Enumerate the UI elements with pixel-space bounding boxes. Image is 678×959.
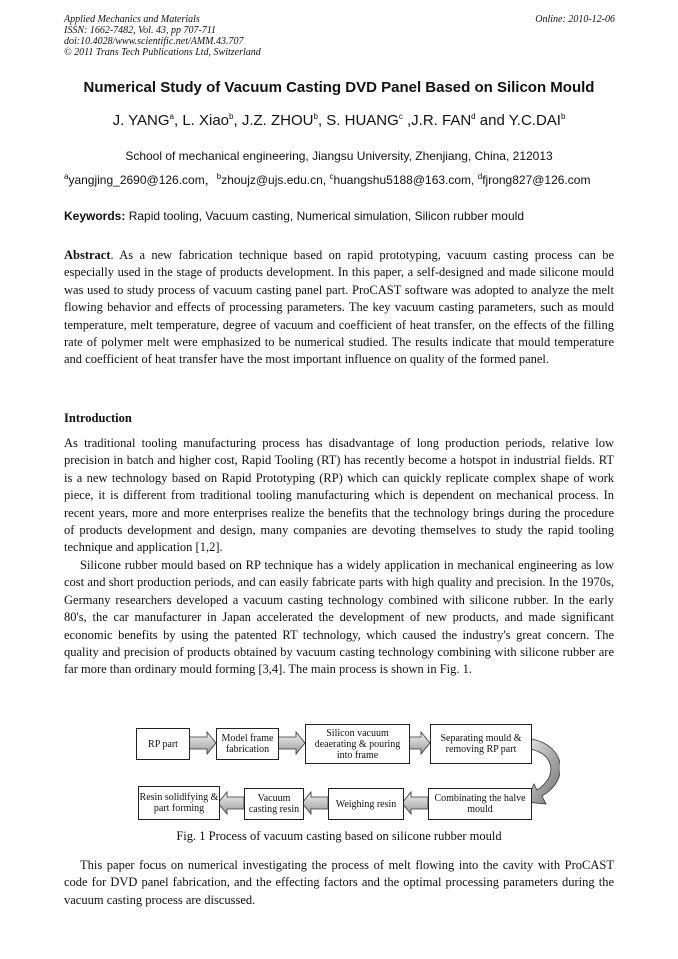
figure-caption: Fig. 1 Process of vacuum casting based on silicone rubber mould [176,829,502,843]
intro-paragraph-1: As traditional tooling manufacturing process has disadvantage of long production periods, relative low precision in batch and higher cost, Rapid Tooling (RT) has recently become a hotspot in industrial fields. RT is a new technology based on Rapid Prototyping (RP) which can quickly replicate complex shape of work piece, it is different from traditional tooling manufacturing which is dependent on mechanical process. In recent years, more and more enterprises realize the benefits that the technology brings during the procedure of products development and design, many companies are devoting themselves to study the rapid tooling technique and application [1,2]. [64,436,614,555]
author-sup: c [398,112,403,121]
email-sup: a [64,172,69,181]
right-arrow [188,732,216,754]
abstract-label: Abstract [64,248,111,262]
author-sep: , [317,112,327,129]
author-sup: d [471,112,476,121]
left-arrow [302,792,328,814]
step-vacuum-casting: Vacuum casting resin [244,788,304,820]
step-resin-solidifying: Resin solidifying & part forming [138,786,220,820]
online-date: Online: 2010-12-06 [535,14,615,25]
intro-paragraph-2: Silicone rubber mould based on RP technique has a widely application in mechanical engineering as low cost and short production periods, and can easily fabricate parts with high quality and precision. In the 1970s, Germany researchers developed a vacuum casting technology combined with silicone rubber. In the early 80's, the car manufacturer in Japan accelerated the development of new products, and made significant economic benefits by using the patented RT technology, which caused the industry's great concern. The quality and precision of products obtained by vacuum casting technology combining with silicone rubber are far more than ordinary mould forming [3,4]. The main process is shown in Fig. 1. [64,558,614,677]
keywords-text: Rapid tooling, Vacuum casting, Numerical simulation, Silicon rubber mould [125,209,524,223]
left-arrow [402,792,428,814]
doi-line: doi:10.4028/www.scientific.net/AMM.43.707 [64,36,244,47]
email-list [64,171,590,188]
author-name: J.Z. ZHOU [241,112,314,129]
step-model-frame: Model frame fabrication [216,728,279,760]
author-name: J. YANG [112,112,170,129]
author-name: J.R. FAN [411,112,472,129]
keywords-label: Keywords: [64,209,126,223]
paper-title: Numerical Study of Vacuum Casting DVD Panel Based on Silicon Mould [83,79,595,96]
author-name: S. HUANG [326,112,399,129]
process-flowchart [130,718,560,824]
author-sup: b [560,112,566,121]
right-arrow [277,732,305,754]
author-list [0,112,678,129]
journal-header [64,14,261,58]
step-separating-mould: Separating mould & removing RP part [430,724,532,764]
email-address: huangshu5188@163.com, [333,173,478,187]
step-silicon-vacuum: Silicon vacuum deaerating & pouring into frame [305,724,410,764]
right-arrow [408,732,430,754]
author-name: Y.C.DAI [508,112,561,129]
step-rp-part: RP part [136,728,190,760]
journal-name: Applied Mechanics and Materials [64,14,200,25]
author-sup: b [313,112,318,121]
issn-line: ISSN: 1662-7482, Vol. 43, pp 707-711 [64,25,217,36]
author-sep: , [173,112,183,129]
left-arrow [218,792,244,814]
email-sup: d [477,172,483,181]
affiliation: School of mechanical engineering, Jiangsu University, Zhenjiang, China, 212013 [125,149,553,163]
author-sup: a [169,112,174,121]
email-sup: b [216,172,222,181]
email-address: yangjing_2690@126.com， [68,173,217,187]
email-address: fjrong827@126.com [482,173,591,187]
copyright-line: © 2011 Trans Tech Publications Ltd, Switzerland [64,47,261,58]
abstract-text: . As a new fabrication technique based on rapid prototyping, vacuum casting process can be especially used in the stage of products development. In this paper, a self-designed and made silicone mould was used to study process of vacuum casting panel part. ProCAST software was adopted to analyze the melt flowing behavior and effects of processing parameters. The key vacuum casting parameters, such as mould temperature, melt temperature, degree of vacuum and coefficient of heat transfer, on the effects of the filling rate of polymer melt were emphasized to be numerical studied. The results indicate that mould temperature and coefficient of heat transfer have the most important influence on quality of the formed panel. [64,248,614,367]
author-sep: , [233,112,242,129]
author-sep: and [475,112,509,129]
author-name: L. Xiao [182,112,230,129]
keywords [64,209,524,223]
intro-paragraph-3: This paper focus on numerical investigating the process of melt flowing into the cavity with ProCAST code for DVD panel fabrication, and the effecting factors and the optimal processing parameters during the vacuum casting process are discussed. [64,858,614,907]
step-weighing-resin: Weighing resin [328,788,404,820]
author-sup: b [229,112,234,121]
step-combinating-mould: Combinating the halve mould [428,788,532,820]
abstract-paragraph [64,247,614,369]
email-address: zhoujz@ujs.edu.cn, [221,173,330,187]
email-sup: c [329,172,334,181]
introduction-heading: Introduction [64,411,132,425]
author-sep: , [402,112,412,129]
